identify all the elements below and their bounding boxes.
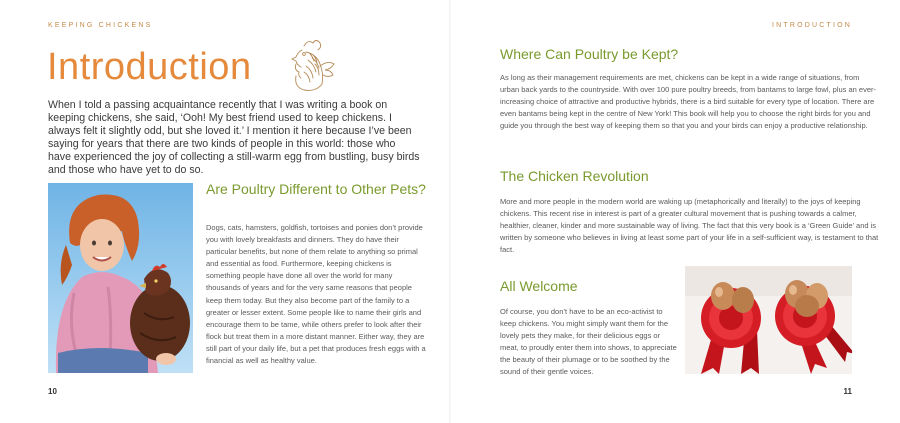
- running-head-left: KEEPING CHICKENS: [48, 22, 153, 29]
- section-heading-all-welcome: All Welcome: [500, 278, 578, 294]
- page-number-left: 10: [48, 387, 57, 396]
- hen-sketch-illustration: [282, 36, 342, 96]
- section-body-pets: Dogs, cats, hamsters, goldfish, tortoises and ponies don’t provide you with lovely breakfasts and dinners. They do have their particular benefits, but none of them relate to anything so primal and essential as food. Furthermore, keeping chickens is something people have done all over the world for many thousands of years and for the very same reasons that people keep them today. But they also become part of the family to a greater or lesser extent. Some people like to name their girls and encourage them to be tame, while others prefer to look after their flock but treat them in a more distant manner. Either way, they are still part of your daily life, but a pet that produces fresh eggs with a financial as well as healthy value.: [206, 223, 426, 366]
- running-head-right: INTRODUCTION: [771, 22, 852, 29]
- section-heading-revolution: The Chicken Revolution: [500, 168, 649, 184]
- section-heading-where-kept: Where Can Poultry be Kept?: [500, 46, 679, 62]
- section-body-where-kept: As long as their management requirements are met, chickens can be kept in a wide range of situations, from urban back yards to the countryside. With over 100 pure poultry breeds, from bantams to large fowl, plus an ever-increasing choice of attractive and productive hybrids, there is a bird suitable for every type of location. There are even bantams being kept in the centre of New York! This book will help you to choose the right birds for you and guide you through the best way of keeping them so that you and your birds can enjoy a productive relationship.: [500, 73, 877, 131]
- girl-holding-hen-photo: [48, 183, 193, 373]
- intro-paragraph: When I told a passing acquaintance recently that I was writing a book on keeping chickens, she said, ‘Ooh! My best friend used to keep chickens. I always felt it slightly odd, but she loved it.’ I mention it here because I’ve been saying for years that there are two kinds of people in this world: those who have experienced the joy of collecting a still-warm egg from bustling, busy birds and those who have yet to do so.: [48, 99, 420, 177]
- page-title: Introduction: [47, 46, 252, 88]
- right-page: [450, 0, 900, 423]
- section-heading-pets: Are Poultry Different to Other Pets?: [206, 181, 426, 197]
- section-body-all-welcome: Of course, you don’t have to be an eco-activist to keep chickens. You might simply want them for the lovely pets they make, for their delicious eggs or meat, to proudly enter them into shows, to appreciate the beauty of their plumage or to be soothed by the sound of their gentle voices.: [500, 307, 677, 377]
- eggs-and-rosettes-photo: [685, 266, 852, 374]
- section-body-revolution: More and more people in the modern world are waking up (metaphorically and literally) to the joys of keeping chickens. This recent rise in interest is part of a greater cultural movement that is pushing towards a calmer, healthier, cleaner, kinder and more sustainable way of living. The fact that this very book is a ‘Green Guide’ and is written by someone who believes in living at least some part of your life in a self-sufficient way, is testament to that fact.: [500, 197, 879, 255]
- page-number-right: 11: [843, 387, 852, 396]
